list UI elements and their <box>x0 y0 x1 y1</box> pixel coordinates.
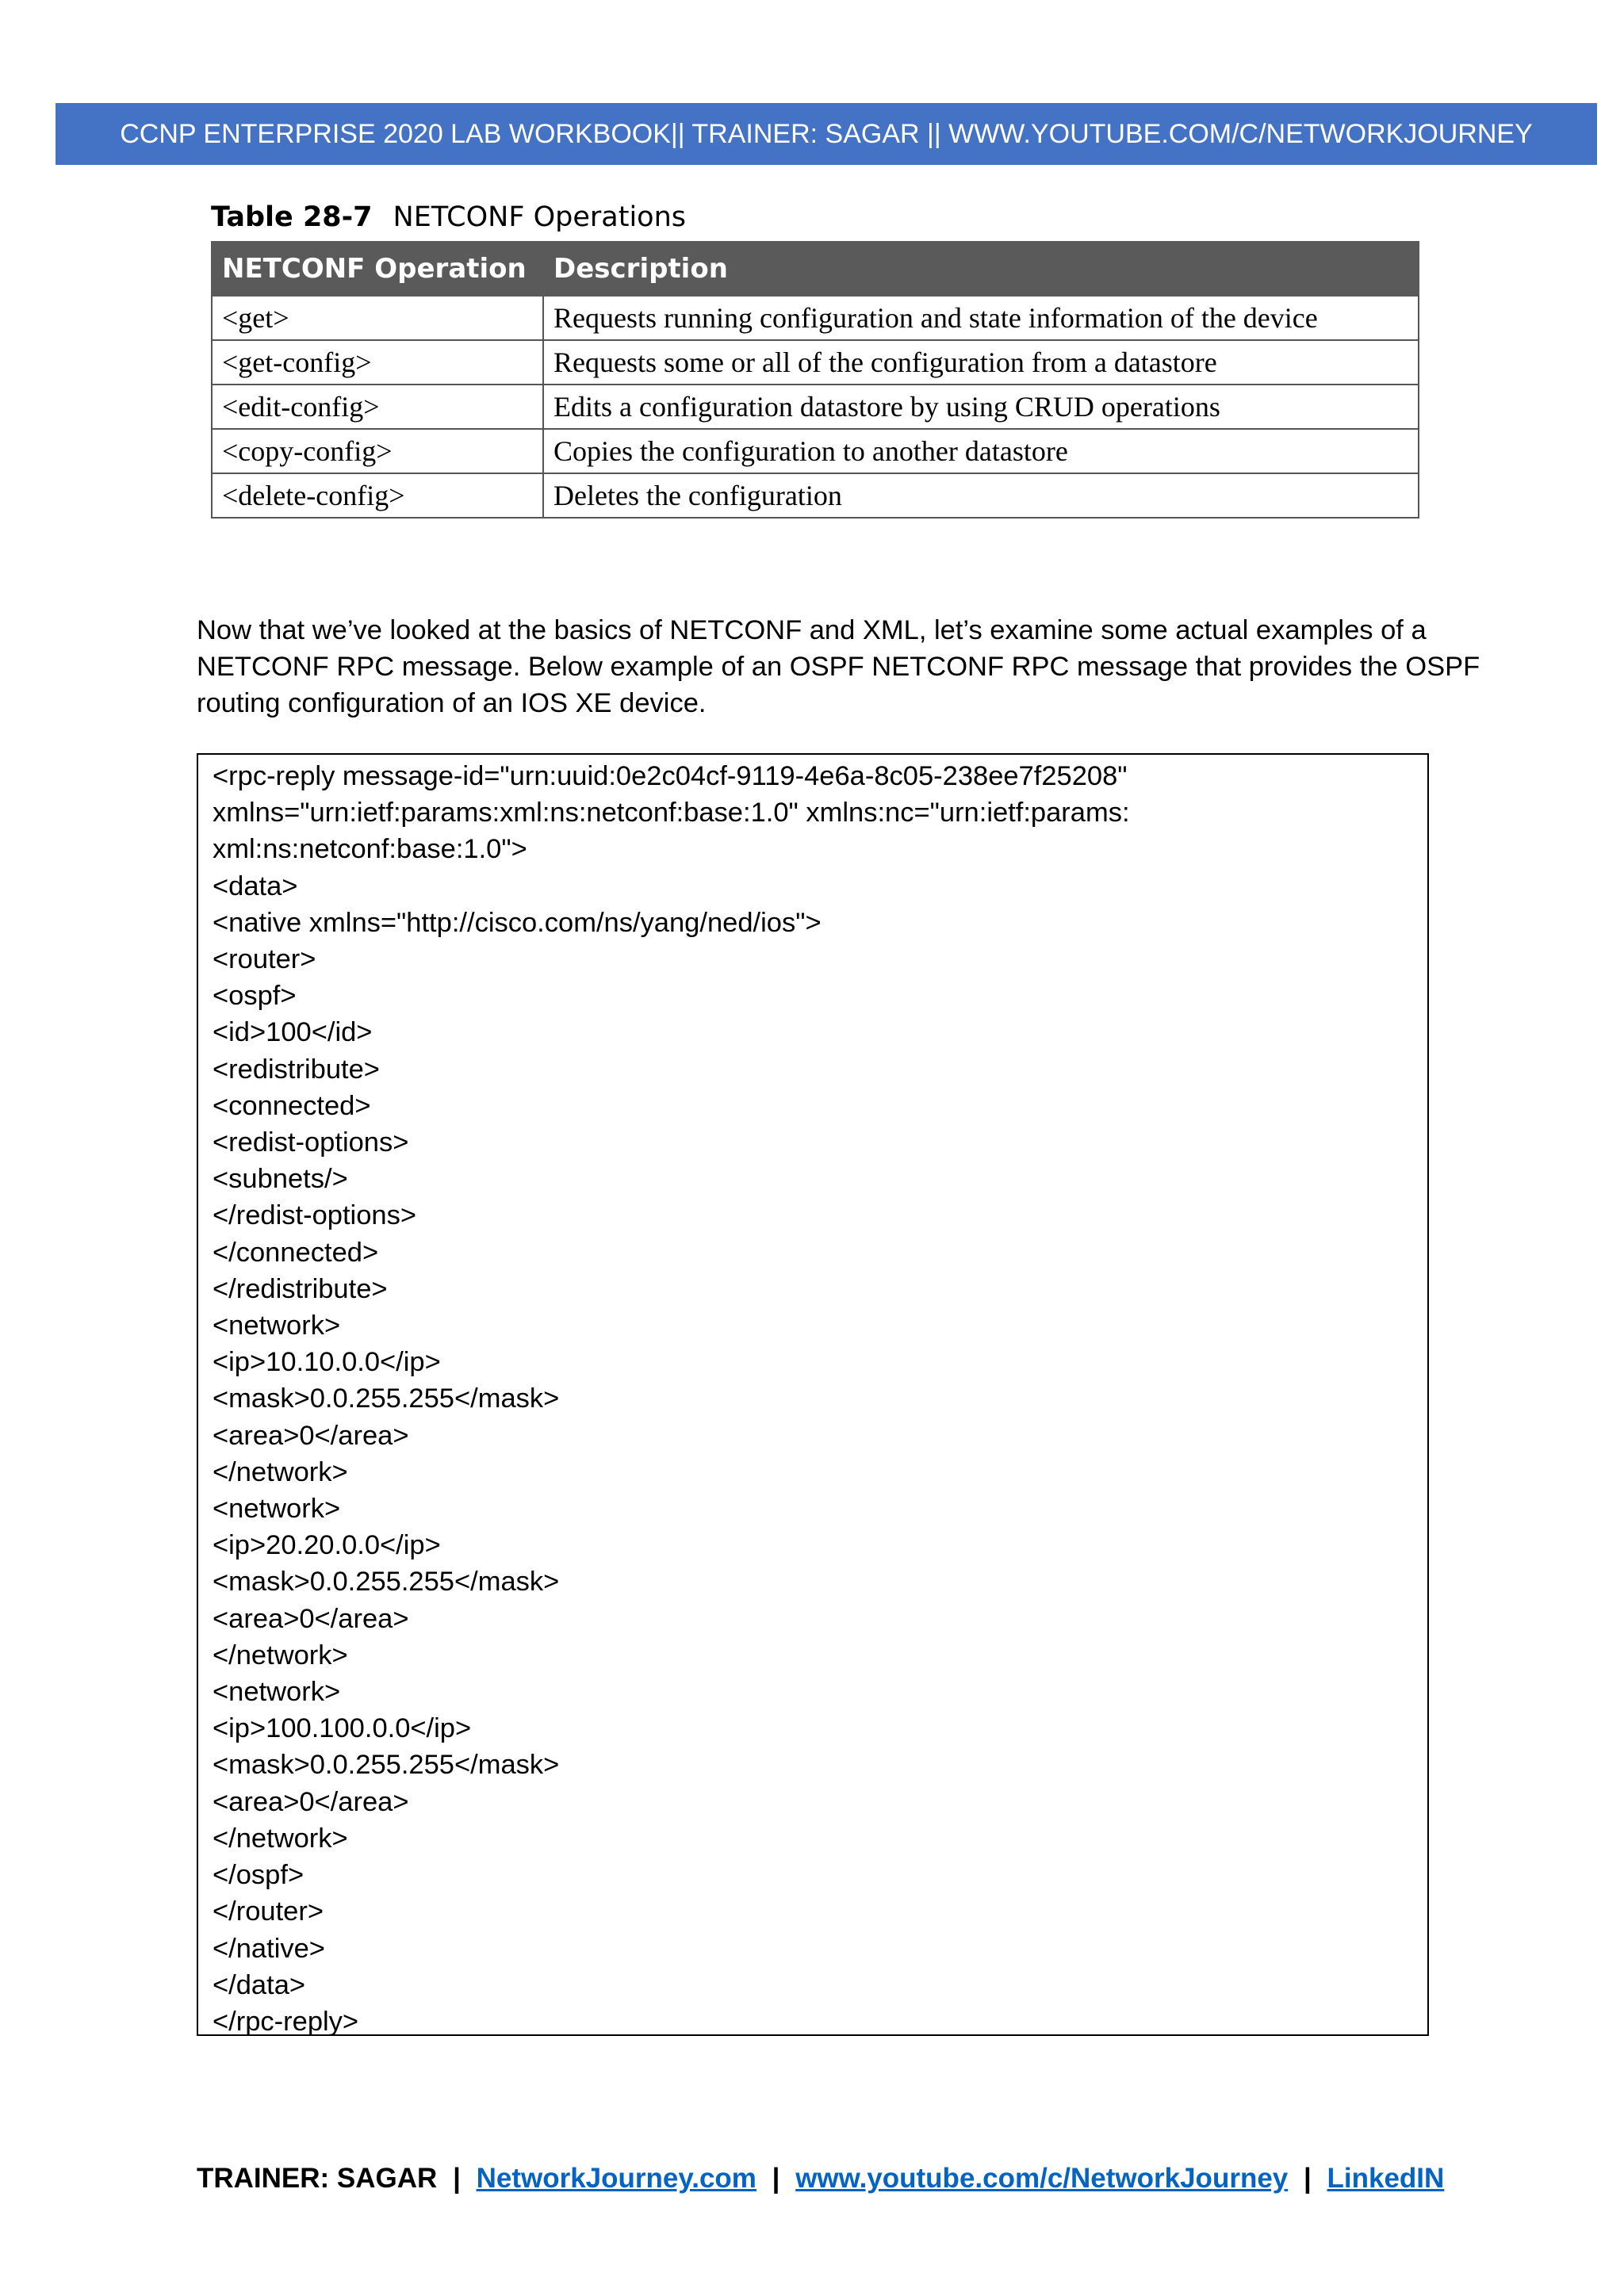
code-line: </router> <box>213 1896 324 1927</box>
code-line: </native> <box>213 1933 325 1964</box>
footer-separator: | <box>772 2163 780 2194</box>
code-line: <ip>20.20.0.0</ip> <box>213 1530 441 1561</box>
code-line: <mask>0.0.255.255</mask> <box>213 1750 560 1781</box>
table-row <box>212 473 1419 518</box>
code-line: </data> <box>213 1969 306 2000</box>
netconf-operations-table <box>211 241 1419 519</box>
code-line: <router> <box>213 944 316 975</box>
xml-code-block <box>197 753 1429 2036</box>
intro-line: Now that we’ve looked at the basics of NETCONF and XML, let’s examine some actual examples of a <box>197 615 1427 645</box>
intro-paragraph <box>197 612 1480 721</box>
operation-cell: <copy-config> <box>212 429 543 473</box>
table-header-row <box>212 242 1419 296</box>
code-line: <mask>0.0.255.255</mask> <box>213 1383 560 1414</box>
footer-separator: | <box>453 2163 461 2194</box>
table-row <box>212 340 1419 385</box>
description-cell: Copies the configuration to another datastore <box>543 429 1419 473</box>
table-caption-number: Table 28-7 <box>211 201 373 233</box>
code-line: <area>0</area> <box>213 1603 409 1634</box>
code-line: <network> <box>213 1311 341 1341</box>
code-line: </redist-options> <box>213 1200 416 1231</box>
operation-cell: <delete-config> <box>212 473 543 518</box>
code-line: <ip>10.10.0.0</ip> <box>213 1347 441 1378</box>
table-row <box>212 296 1419 340</box>
table-row <box>212 385 1419 429</box>
code-line: <subnets/> <box>213 1164 348 1195</box>
page-footer <box>197 2163 1444 2195</box>
code-line: </rpc-reply> <box>213 2006 359 2037</box>
code-line: <native xmlns="http://cisco.com/ns/yang/ned/ios"> <box>213 907 822 938</box>
code-line: </connected> <box>213 1237 379 1268</box>
footer-separator: | <box>1303 2163 1312 2194</box>
table-caption <box>211 201 686 233</box>
operation-cell: <edit-config> <box>212 385 543 429</box>
description-cell: Deletes the configuration <box>543 473 1419 518</box>
table-row <box>212 429 1419 473</box>
operation-cell: <get-config> <box>212 340 543 385</box>
code-line: </network> <box>213 1823 348 1854</box>
code-line: <redist-options> <box>213 1127 409 1158</box>
code-line: <area>0</area> <box>213 1420 409 1451</box>
table-caption-title: NETCONF Operations <box>393 201 687 233</box>
code-line: <ospf> <box>213 981 297 1012</box>
code-line: </ospf> <box>213 1860 304 1891</box>
code-line: xml:ns:netconf:base:1.0"> <box>213 834 527 865</box>
code-line: <network> <box>213 1677 341 1708</box>
intro-line: routing configuration of an IOS XE device. <box>197 688 707 718</box>
description-cell: Requests running configuration and state information of the device <box>543 296 1419 340</box>
description-cell: Requests some or all of the configuration from a datastore <box>543 340 1419 385</box>
page-header: CCNP ENTERPRISE 2020 LAB WORKBOOK|| TRAINER: SAGAR || WWW.YOUTUBE.COM/C/NETWORKJOURNEY <box>56 103 1597 165</box>
code-line: <id>100</id> <box>213 1017 373 1048</box>
column-header-operation: NETCONF Operation <box>212 242 543 296</box>
code-line: <rpc-reply message-id="urn:uuid:0e2c04cf-9119-4e6a-8c05-238ee7f25208" <box>213 761 1128 791</box>
code-line: </redistribute> <box>213 1273 388 1304</box>
description-cell: Edits a configuration datastore by using CRUD operations <box>543 385 1419 429</box>
intro-line: NETCONF RPC message. Below example of an OSPF NETCONF RPC message that provides the OSPF <box>197 652 1480 682</box>
code-line: <network> <box>213 1494 341 1525</box>
code-line: <ip>100.100.0.0</ip> <box>213 1713 472 1744</box>
code-line: <connected> <box>213 1090 371 1121</box>
footer-link-youtube[interactable]: www.youtube.com/c/NetworkJourney <box>795 2163 1289 2194</box>
operation-cell: <get> <box>212 296 543 340</box>
code-line: <area>0</area> <box>213 1786 409 1817</box>
code-line: <mask>0.0.255.255</mask> <box>213 1567 560 1598</box>
code-line: xmlns="urn:ietf:params:xml:ns:netconf:base:1.0" xmlns:nc="urn:ietf:params: <box>213 798 1130 828</box>
column-header-description: Description <box>543 242 1419 296</box>
code-line: <data> <box>213 871 298 901</box>
code-line: <redistribute> <box>213 1054 380 1085</box>
code-line: </network> <box>213 1640 348 1670</box>
footer-link-linkedin[interactable]: LinkedIN <box>1327 2163 1445 2194</box>
footer-link-networkjourney[interactable]: NetworkJourney.com <box>476 2163 756 2194</box>
footer-trainer: TRAINER: SAGAR <box>197 2163 438 2194</box>
code-line: </network> <box>213 1456 348 1487</box>
